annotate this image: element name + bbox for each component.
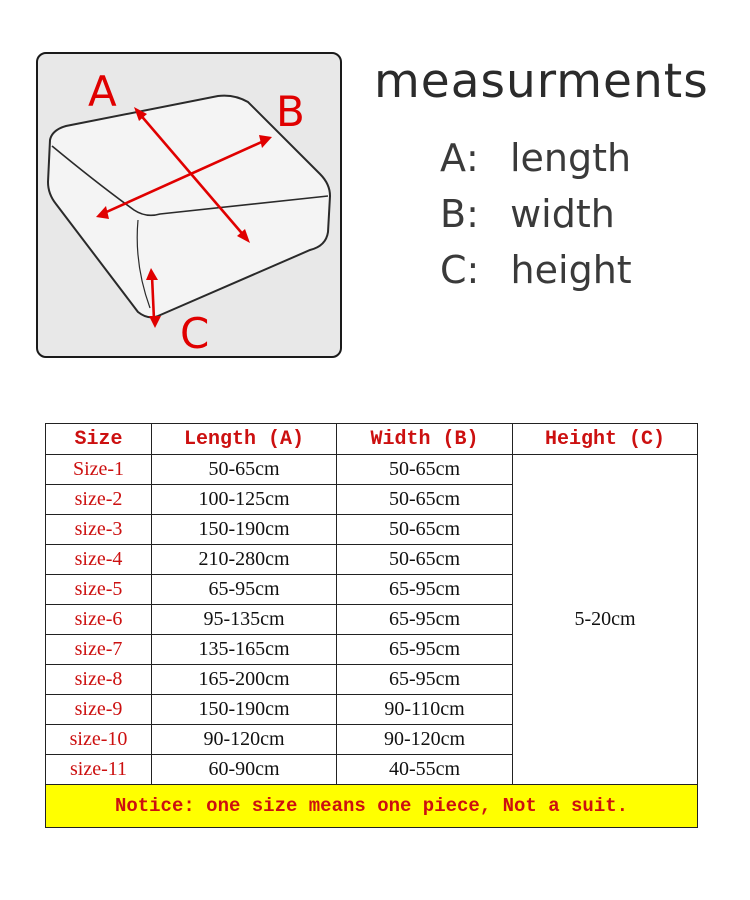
legend-sep-a: : — [466, 136, 479, 180]
length-cell: 90-120cm — [152, 725, 337, 755]
length-cell: 100-125cm — [152, 485, 337, 515]
size-name-cell: size-6 — [46, 605, 152, 635]
size-name-cell: size-2 — [46, 485, 152, 515]
legend-text-b: width — [510, 192, 615, 236]
height-cell: 5-20cm — [513, 455, 698, 785]
length-cell: 150-190cm — [152, 695, 337, 725]
table-header-row — [46, 424, 698, 455]
legend-item-a — [440, 136, 631, 180]
table-row — [46, 455, 698, 485]
length-cell: 65-95cm — [152, 575, 337, 605]
legend-letter-c: C — [440, 248, 467, 292]
size-name-cell: size-3 — [46, 515, 152, 545]
label-c: C — [180, 309, 210, 358]
length-cell: 60-90cm — [152, 755, 337, 785]
header-width: Width (B) — [337, 424, 513, 455]
width-cell: 65-95cm — [337, 665, 513, 695]
size-name-cell: Size-1 — [46, 455, 152, 485]
length-cell: 150-190cm — [152, 515, 337, 545]
length-cell: 210-280cm — [152, 545, 337, 575]
width-cell: 90-120cm — [337, 725, 513, 755]
size-name-cell: size-9 — [46, 695, 152, 725]
legend-title: measurments — [374, 54, 709, 109]
size-name-cell: size-8 — [46, 665, 152, 695]
label-a: A — [88, 67, 117, 116]
size-name-cell: size-11 — [46, 755, 152, 785]
width-cell: 50-65cm — [337, 485, 513, 515]
measurement-diagram — [36, 52, 342, 358]
header-size: Size — [46, 424, 152, 455]
width-cell: 65-95cm — [337, 635, 513, 665]
header-height: Height (C) — [513, 424, 698, 455]
arrow-c-head-bottom — [149, 316, 161, 328]
width-cell: 40-55cm — [337, 755, 513, 785]
cushion-illustration — [38, 54, 342, 358]
header-length: Length (A) — [152, 424, 337, 455]
width-cell: 50-65cm — [337, 515, 513, 545]
width-cell: 65-95cm — [337, 575, 513, 605]
width-cell: 50-65cm — [337, 545, 513, 575]
width-cell: 50-65cm — [337, 455, 513, 485]
legend-letter-b: B — [440, 192, 467, 236]
size-name-cell: size-7 — [46, 635, 152, 665]
legend-text-a: length — [510, 136, 632, 180]
length-cell: 165-200cm — [152, 665, 337, 695]
legend-item-b — [440, 192, 615, 236]
width-cell: 90-110cm — [337, 695, 513, 725]
legend-item-c — [440, 248, 632, 292]
notice-row — [46, 785, 698, 828]
legend-sep-b: : — [466, 192, 479, 236]
length-cell: 95-135cm — [152, 605, 337, 635]
legend-letter-a: A — [440, 136, 466, 180]
width-cell: 65-95cm — [337, 605, 513, 635]
length-cell: 135-165cm — [152, 635, 337, 665]
size-table — [45, 423, 698, 828]
table-body — [46, 455, 698, 828]
legend-sep-c: : — [466, 248, 480, 292]
length-cell: 50-65cm — [152, 455, 337, 485]
label-b: B — [276, 87, 305, 136]
size-name-cell: size-10 — [46, 725, 152, 755]
notice-banner: Notice: one size means one piece, Not a suit. — [46, 785, 698, 828]
size-name-cell: size-5 — [46, 575, 152, 605]
size-name-cell: size-4 — [46, 545, 152, 575]
legend-text-c: height — [510, 248, 632, 292]
